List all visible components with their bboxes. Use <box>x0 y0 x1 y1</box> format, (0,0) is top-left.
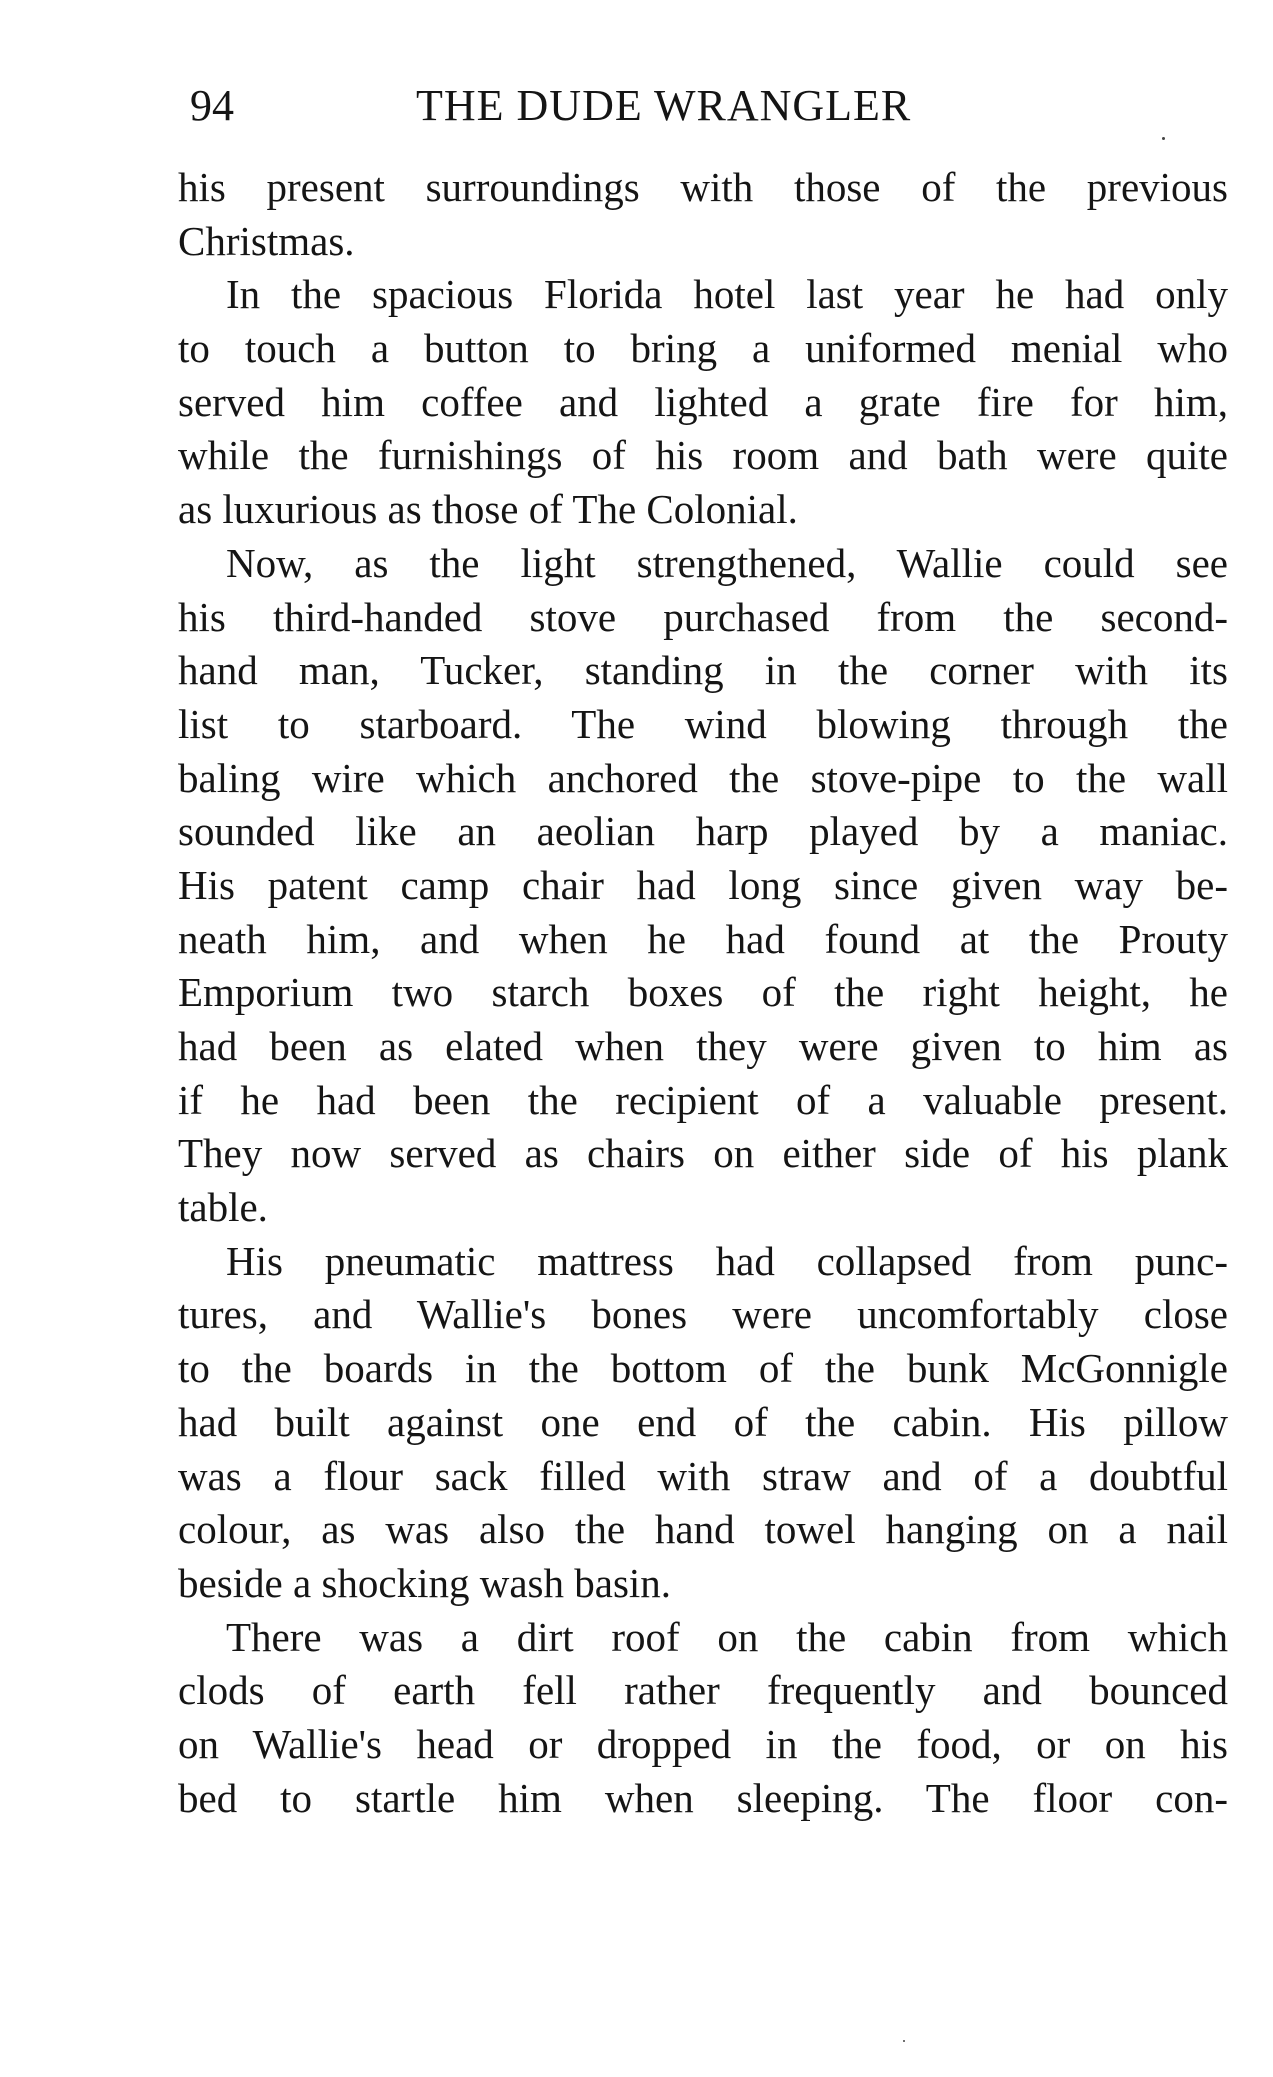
text-line: bed to startle him when sleeping. The floor con- <box>178 1774 1228 1821</box>
text-line: In the spacious Florida hotel last year he had only <box>226 271 1228 318</box>
running-head <box>190 76 1240 136</box>
text-line: His patent camp chair had long since given way be- <box>178 861 1228 908</box>
text-line: His pneumatic mattress had collapsed from punc- <box>226 1237 1228 1284</box>
text-line: list to starboard. The wind blowing through the <box>178 700 1228 747</box>
text-line: to the boards in the bottom of the bunk McGonnigle <box>178 1345 1228 1392</box>
text-line: tures, and Wallie's bones were uncomfortably close <box>178 1291 1228 1338</box>
text-line: hand man, Tucker, standing in the corner with its <box>178 647 1228 694</box>
print-speck <box>1162 137 1165 140</box>
book-title: THE DUDE WRANGLER <box>416 81 912 130</box>
text-line: to touch a button to bring a uniformed menial who <box>178 325 1228 372</box>
print-speck <box>903 2040 905 2042</box>
text-line: clods of earth fell rather frequently and bounced <box>178 1667 1228 1714</box>
body-text <box>178 161 1228 1825</box>
text-line: served him coffee and lighted a grate fire for him, <box>178 378 1228 425</box>
text-line: sounded like an aeolian harp played by a maniac. <box>178 808 1228 855</box>
text-line: neath him, and when he had found at the Prouty <box>178 915 1228 962</box>
text-line: baling wire which anchored the stove-pipe to the wall <box>178 754 1228 801</box>
text-line: had been as elated when they were given to him as <box>178 1023 1228 1069</box>
text-line: table. <box>178 1184 268 1231</box>
text-line: his present surroundings with those of the previous <box>178 164 1228 210</box>
text-line: Emporium two starch boxes of the right height, he <box>178 969 1228 1016</box>
text-line: was a flour sack filled with straw and of a doubtful <box>178 1452 1228 1499</box>
text-line: They now served as chairs on either side of his plank <box>178 1130 1228 1177</box>
text-line: as luxurious as those of The Colonial. <box>178 486 798 533</box>
text-line: Now, as the light strengthened, Wallie could see <box>226 539 1228 586</box>
text-line: had built against one end of the cabin. His pillow <box>178 1398 1228 1445</box>
page-number: 94 <box>190 81 234 130</box>
text-line: if he had been the recipient of a valuable present. <box>178 1076 1228 1123</box>
text-line: while the furnishings of his room and bath were quite <box>178 432 1228 479</box>
text-line: on Wallie's head or dropped in the food, or on his <box>178 1720 1228 1767</box>
text-line: colour, as was also the hand towel hanging on a nail <box>178 1506 1228 1553</box>
text-line: Christmas. <box>178 217 355 264</box>
text-line: There was a dirt roof on the cabin from which <box>226 1613 1228 1660</box>
text-line: his third-handed stove purchased from the second- <box>178 593 1228 640</box>
text-line: beside a shocking wash basin. <box>178 1559 672 1606</box>
